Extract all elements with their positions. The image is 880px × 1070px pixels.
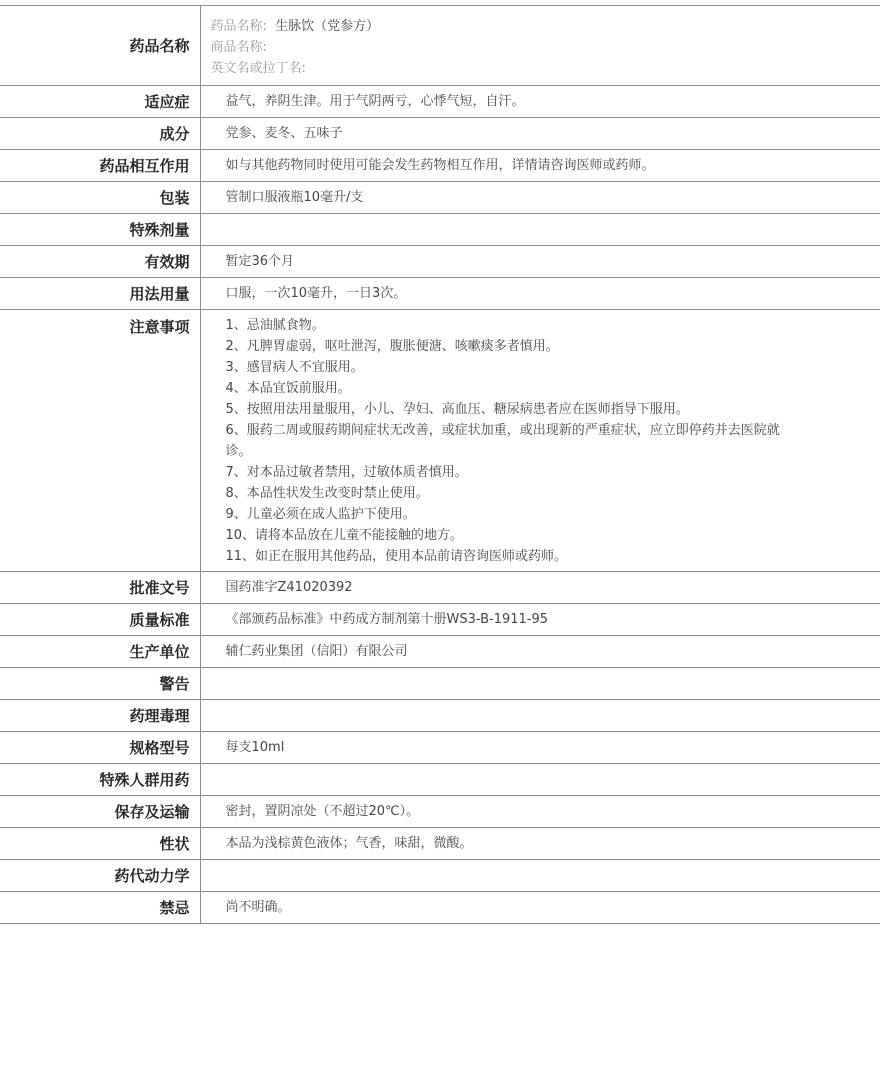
- row-value: [200, 860, 880, 892]
- row-value: 如与其他药物同时使用可能会发生药物相互作用，详情请咨询医师或药师。: [200, 150, 880, 182]
- row-value: 辅仁药业集团（信阳）有限公司: [200, 636, 880, 668]
- row-warning: [0, 668, 880, 700]
- row-label: 药理毒理: [0, 700, 200, 732]
- precaution-item: 5、按照用法用量服用，小儿、孕妇、高血压、糖尿病患者应在医师指导下服用。: [225, 402, 689, 417]
- precaution-item: 8、本品性状发生改变时禁止使用。: [225, 486, 429, 501]
- precaution-item: 6、服药二周或服药期间症状无改善，或症状加重，或出现新的严重症状，应立即停药并去医院就诊。: [225, 423, 780, 459]
- row-label: 特殊剂量: [0, 214, 200, 246]
- row-label: 适应症: [0, 86, 200, 118]
- drug-name-value: 生脉饮（党参方）: [275, 19, 380, 34]
- row-value: 管制口服液瓶10毫升/支: [200, 182, 880, 214]
- precaution-item: 7、对本品过敏者禁用，过敏体质者慎用。: [225, 465, 468, 480]
- row-value: 口服，一次10毫升，一日3次。: [200, 278, 880, 310]
- row-ingredients: [0, 118, 880, 150]
- trade-name-line: [211, 37, 880, 58]
- row-label: 药代动力学: [0, 860, 200, 892]
- row-dosage: [0, 278, 880, 310]
- row-shelf-life: [0, 246, 880, 278]
- row-approval-number: [0, 572, 880, 604]
- row-label: 规格型号: [0, 732, 200, 764]
- row-value: 《部颁药品标准》中药成方制剂第十册WS3-B-1911-95: [200, 604, 880, 636]
- drug-name-label: 药品名称:: [210, 19, 267, 34]
- row-value: [200, 214, 880, 246]
- precaution-item: 3、感冒病人不宜服用。: [225, 360, 364, 375]
- precaution-item: 2、凡脾胃虚弱，呕吐泄泻，腹胀便溏、咳嗽痰多者慎用。: [225, 339, 559, 354]
- row-label: 批准文号: [0, 572, 200, 604]
- row-label: 生产单位: [0, 636, 200, 668]
- row-value: 本品为浅棕黄色液体；气香，味甜，微酸。: [200, 828, 880, 860]
- drug-name-cell: [200, 6, 880, 86]
- row-label: 药品相互作用: [0, 150, 200, 182]
- row-label: 包装: [0, 182, 200, 214]
- row-special-dosage: [0, 214, 880, 246]
- row-label: 性状: [0, 828, 200, 860]
- row-interactions: [0, 150, 880, 182]
- row-value: 益气，养阴生津。用于气阴两亏，心悸气短，自汗。: [200, 86, 880, 118]
- trade-name-label: 商品名称:: [210, 40, 267, 55]
- precaution-item: 10、请将本品放在儿童不能接触的地方。: [225, 528, 464, 543]
- row-appearance: [0, 828, 880, 860]
- row-contraindications: [0, 892, 880, 924]
- row-label: 用法用量: [0, 278, 200, 310]
- precaution-item: 1、忌油腻食物。: [225, 318, 325, 333]
- row-label: 有效期: [0, 246, 200, 278]
- row-drug-name: [0, 6, 880, 86]
- row-pharmacokinetics: [0, 860, 880, 892]
- row-value: 每支10ml: [200, 732, 880, 764]
- row-manufacturer: [0, 636, 880, 668]
- row-precautions: [0, 310, 880, 572]
- row-label: 质量标准: [0, 604, 200, 636]
- row-special-populations: [0, 764, 880, 796]
- drug-info-table: [0, 5, 880, 924]
- row-value: 密封，置阴凉处（不超过20℃）。: [200, 796, 880, 828]
- row-value: 党参、麦冬、五味子: [200, 118, 880, 150]
- drug-name-line: [211, 16, 880, 37]
- row-label: 注意事项: [0, 310, 200, 572]
- row-pharmacology: [0, 700, 880, 732]
- row-packaging: [0, 182, 880, 214]
- row-label: 特殊人群用药: [0, 764, 200, 796]
- row-label: 保存及运输: [0, 796, 200, 828]
- english-name-line: [211, 58, 880, 79]
- row-value: 暂定36个月: [200, 246, 880, 278]
- row-label: 禁忌: [0, 892, 200, 924]
- row-storage: [0, 796, 880, 828]
- english-name-label: 英文名或拉丁名:: [210, 61, 306, 76]
- row-specification: [0, 732, 880, 764]
- row-value: [200, 700, 880, 732]
- precaution-item: 4、本品宜饭前服用。: [225, 381, 351, 396]
- precaution-item: 11、如正在服用其他药品，使用本品前请咨询医师或药师。: [225, 549, 568, 564]
- row-indications: [0, 86, 880, 118]
- row-value: [200, 764, 880, 796]
- row-value: 尚不明确。: [200, 892, 880, 924]
- row-value: [200, 668, 880, 700]
- row-quality-standard: [0, 604, 880, 636]
- row-value: 国药准字Z41020392: [200, 572, 880, 604]
- precaution-item: 9、儿童必须在成人监护下使用。: [225, 507, 416, 522]
- row-label: 药品名称: [0, 6, 200, 86]
- row-label: 警告: [0, 668, 200, 700]
- row-label: 成分: [0, 118, 200, 150]
- precautions-list: [200, 310, 880, 572]
